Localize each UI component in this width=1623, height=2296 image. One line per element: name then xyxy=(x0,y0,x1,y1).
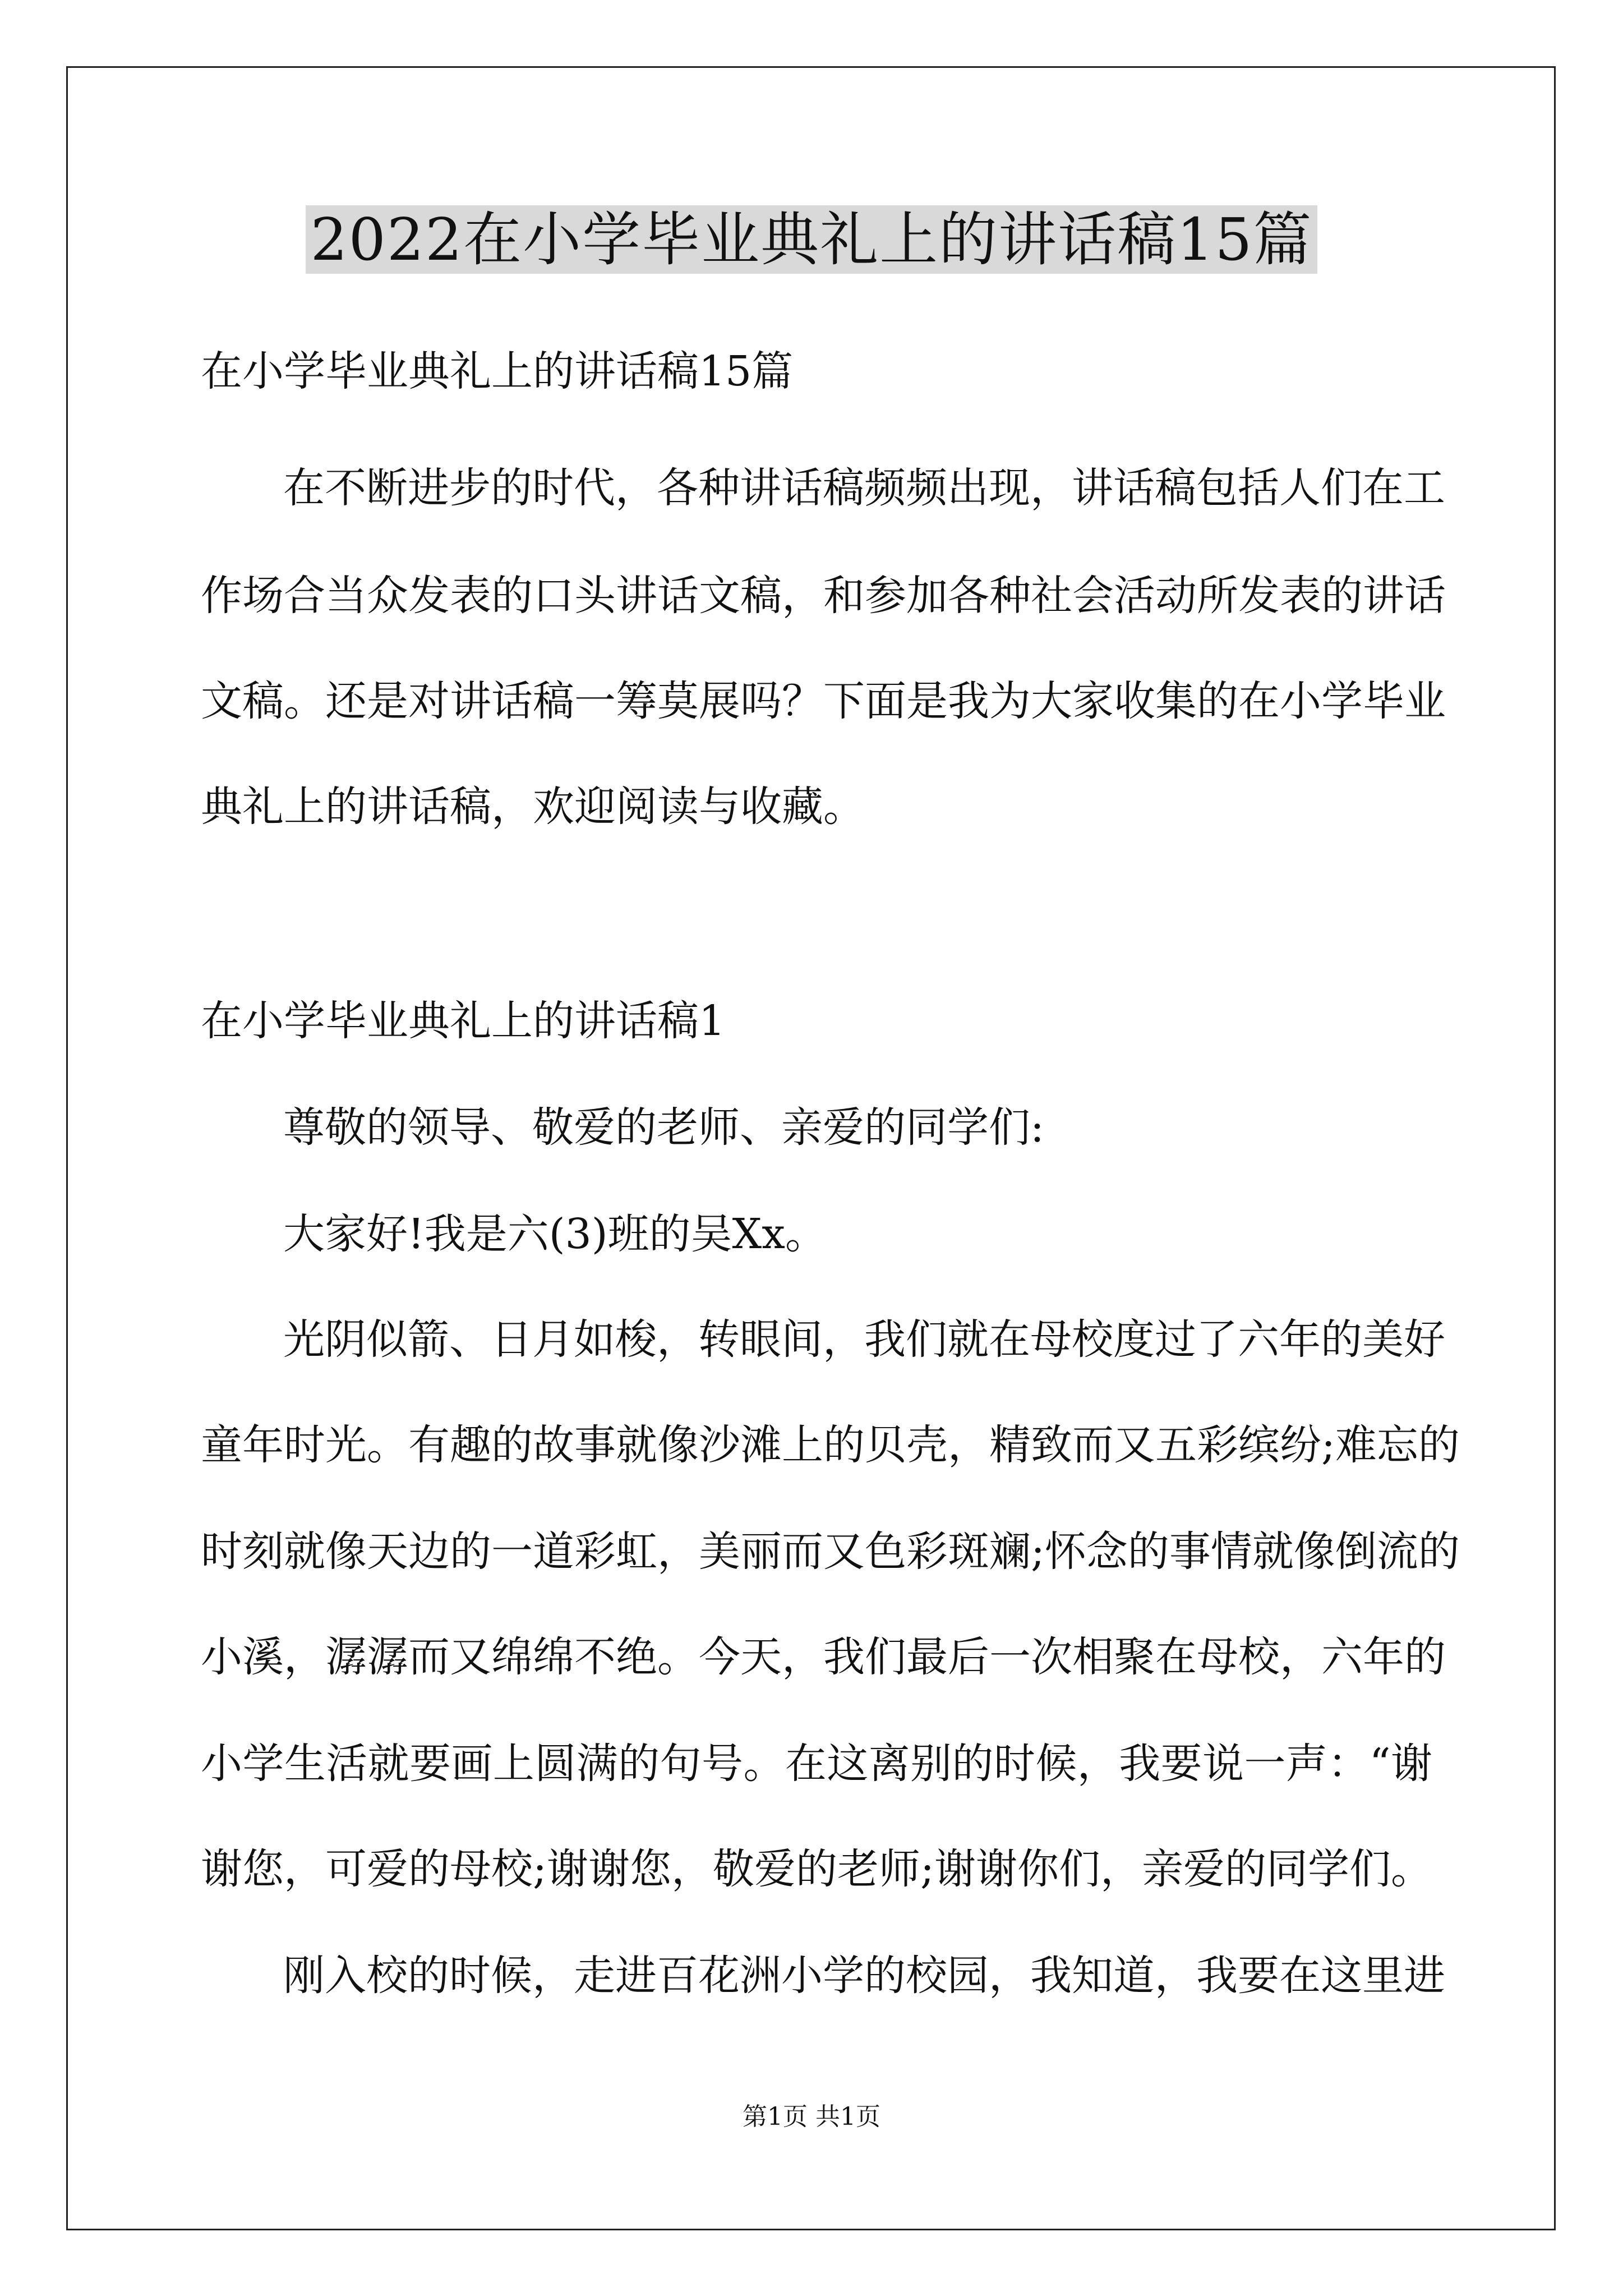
paragraph-line: 小学生活就要画上圆满的句号。在这离别的时候，我要说一声：“谢 xyxy=(201,1740,1432,1788)
paragraph-line: 刚入校的时候，走进百花洲小学的校园，我知道，我要在这里进 xyxy=(283,1952,1445,2000)
hello-line: 大家好!我是六(3)班的吴Xx。 xyxy=(283,1210,827,1258)
paragraph-line: 小溪，潺潺而又绵绵不绝。今天，我们最后一次相聚在母校，六年的 xyxy=(201,1633,1446,1681)
paragraph-line: 光阴似箭、日月如梭，转眼间，我们就在母校度过了六年的美好 xyxy=(283,1315,1445,1364)
paragraph-line: 时刻就像天边的一道彩虹，美丽而又色彩斑斓;怀念的事情就像倒流的 xyxy=(201,1527,1460,1576)
document-title: 2022在小学毕业典礼上的讲话稿15篇 xyxy=(0,197,1623,282)
paragraph-line: 童年时光。有趣的故事就像沙滩上的贝壳，精致而又五彩缤纷;难忘的 xyxy=(201,1421,1460,1469)
section-heading: 在小学毕业典礼上的讲话稿1 xyxy=(201,997,726,1045)
document-subtitle: 在小学毕业典礼上的讲话稿15篇 xyxy=(201,347,794,395)
paragraph-line: 谢您，可爱的母校;谢谢您，敬爱的老师;谢谢你们，亲爱的同学们。 xyxy=(201,1845,1432,1893)
page-footer: 第1页 共1页 xyxy=(743,2102,880,2131)
intro-line: 典礼上的讲话稿，欢迎阅读与收藏。 xyxy=(201,783,865,831)
intro-line: 作场合当众发表的口头讲话文稿，和参加各种社会活动所发表的讲话 xyxy=(201,572,1446,620)
intro-line: 在不断进步的时代，各种讲话稿频频出现，讲话稿包括人们在工 xyxy=(283,464,1445,512)
intro-line: 文稿。还是对讲话稿一筹莫展吗？下面是我为大家收集的在小学毕业 xyxy=(201,677,1446,725)
greeting-line: 尊敬的领导、敬爱的老师、亲爱的同学们: xyxy=(283,1103,1044,1152)
